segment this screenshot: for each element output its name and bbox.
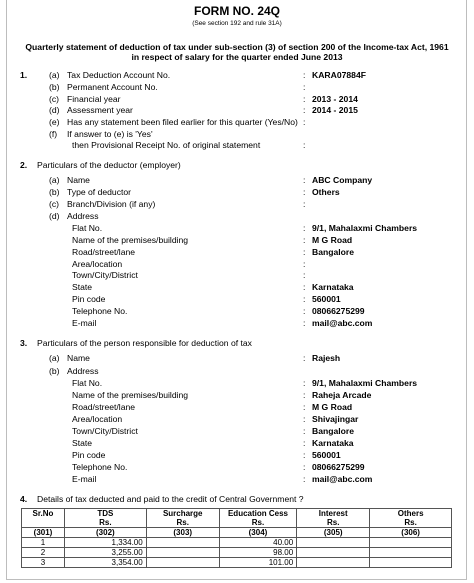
colon: : [303,282,306,292]
s2-label-branch: Branch/Division (if any) [67,199,156,209]
s3-addr-label-road: Road/street/lane [72,402,136,412]
table-row [22,538,452,548]
s2-addr-value-phone: 08066275299 [312,306,365,316]
s3-addr-value-pin: 560001 [312,450,341,460]
s3-addr-value-road: M G Road [312,402,353,412]
s2-addr-label-road: Road/street/lane [72,247,136,257]
tds-table [21,508,452,568]
section3-number: 3. [20,338,28,348]
s2-addr-label-phone: Telephone No. [72,306,128,316]
table-cell [146,538,219,548]
s2-addr-value-premises: M G Road [312,235,353,245]
colon: : [303,259,306,269]
th-unit: Rs. [370,518,452,528]
tds-codes-row [22,528,452,538]
s1-value-fy: 2013 - 2014 [312,94,358,104]
s1-letter-a: (a) [49,70,60,80]
th-unit: Rs. [219,518,296,528]
s1-label-receipt-no: then Provisional Receipt No. of original statement [72,140,261,150]
table-cell [146,558,219,568]
s2-addr-value-road: Bangalore [312,247,355,257]
table-row [22,548,452,558]
colon: : [303,450,306,460]
s3-addr-label-email: E-mail [72,474,97,484]
section4-title: Details of tax deducted and paid to the credit of Central Government ? [37,494,304,504]
s3-addr-value-state: Karnataka [312,438,354,448]
s2-letter-a: (a) [49,175,60,185]
colon: : [303,223,306,233]
th-code: (304) [219,528,296,538]
s3-addr-label-phone: Telephone No. [72,462,128,472]
th-code: (301) [22,528,65,538]
s2-label-address: Address [67,211,99,221]
th-srno: Sr.No [22,509,65,519]
section1-number: 1. [20,70,28,80]
s1-value-tan: KARA07884F [312,70,366,80]
th-code: (305) [297,528,370,538]
s2-value-name: ABC Company [312,175,373,185]
s1-letter-e: (e) [49,117,60,127]
s2-addr-label-email: E-mail [72,318,97,328]
s3-addr-value-premises: Raheja Arcade [312,390,372,400]
s1-label-tan: Tax Deduction Account No. [67,70,171,80]
s3-addr-value-area: Shivajingar [312,414,359,424]
s2-letter-c: (c) [49,199,60,209]
form-heading-line1: Quarterly statement of deduction of tax under sub-section (3) of section 200 of the Income-tax Act, 1961 [25,42,449,52]
form-subtitle: (See section 192 and rule 31A) [192,20,282,27]
s3-addr-label-premises: Name of the premises/building [72,390,189,400]
table-cell [297,548,370,558]
colon: : [303,414,306,424]
section2-title: Particulars of the deductor (employer) [37,160,181,170]
section2-number: 2. [20,160,28,170]
s3-label-address: Address [67,366,99,376]
table-cell: 3,255.00 [65,548,147,558]
table-cell: 3 [22,558,65,568]
s2-addr-value-state: Karnataka [312,282,354,292]
s3-addr-value-email: mail@abc.com [312,474,373,484]
s3-addr-value-town: Bangalore [312,426,355,436]
th-unit: Rs. [297,518,370,528]
table-cell: 101.00 [219,558,296,568]
colon: : [303,318,306,328]
table-cell: 1 [22,538,65,548]
table-cell [146,548,219,558]
colon: : [303,462,306,472]
tds-header-row [22,509,452,519]
colon: : [303,105,306,115]
colon: : [303,247,306,257]
s3-letter-b: (b) [49,366,60,376]
th-unit: Rs. [65,518,147,528]
s1-label-fy: Financial year [67,94,121,104]
th-interest: Interest [297,509,370,519]
table-cell [370,548,452,558]
colon: : [303,438,306,448]
colon: : [303,294,306,304]
s2-addr-label-pin: Pin code [72,294,106,304]
th-code: (306) [370,528,452,538]
s3-addr-label-town: Town/City/District [72,426,138,436]
s1-label-if-yes: If answer to (e) is 'Yes' [67,129,153,139]
s1-letter-c: (c) [49,94,60,104]
s2-label-type: Type of deductor [67,187,132,197]
colon: : [303,270,306,280]
colon: : [303,474,306,484]
s1-letter-f: (f) [49,129,58,139]
th-others: Others [370,509,452,519]
table-row [22,558,452,568]
th-surcharge: Surcharge [146,509,219,519]
colon: : [303,235,306,245]
colon: : [303,306,306,316]
table-cell [370,558,452,568]
s1-label-ay: Assessment year [67,105,133,115]
s2-label-name: Name [67,175,90,185]
section4-number: 4. [20,494,28,504]
colon: : [303,70,306,80]
colon: : [303,140,306,150]
section3-title: Particulars of the person responsible for deduction of tax [37,338,252,348]
s1-letter-d: (d) [49,105,60,115]
s2-addr-value-pin: 560001 [312,294,341,304]
s2-letter-b: (b) [49,187,60,197]
colon: : [303,175,306,185]
th-code: (302) [65,528,147,538]
s3-label-name: Name [67,353,90,363]
s3-addr-value-flat: 9/1, Mahalaxmi Chambers [312,378,418,388]
form-title: FORM NO. 24Q [193,4,280,18]
form-heading-line2: in respect of salary for the quarter ended June 2013 [131,52,343,62]
colon: : [303,94,306,104]
table-cell: 98.00 [219,548,296,558]
table-cell [370,538,452,548]
tds-units-row [22,518,452,528]
table-cell: 1,334.00 [65,538,147,548]
th-unit: Rs. [146,518,219,528]
colon: : [303,426,306,436]
s1-value-ay: 2014 - 2015 [312,105,358,115]
s2-value-type: Others [312,187,340,197]
th-unit [22,518,65,528]
s3-addr-label-state: State [72,438,93,448]
colon: : [303,82,306,92]
s3-letter-a: (a) [49,353,60,363]
s2-addr-value-email: mail@abc.com [312,318,373,328]
table-cell: 2 [22,548,65,558]
colon: : [303,187,306,197]
s3-addr-label-flat: Flat No. [72,378,103,388]
colon: : [303,353,306,363]
table-cell: 40.00 [219,538,296,548]
s1-label-filed-earlier: Has any statement been filed earlier for this quarter (Yes/No) [67,117,298,127]
s2-addr-label-flat: Flat No. [72,223,103,233]
s2-addr-label-state: State [72,282,93,292]
table-cell [297,538,370,548]
th-code: (303) [146,528,219,538]
s3-addr-label-area: Area/location [72,414,123,424]
s2-addr-value-flat: 9/1, Mahalaxmi Chambers [312,223,418,233]
s1-label-pan: Permanent Account No. [67,82,158,92]
table-cell [297,558,370,568]
s1-letter-b: (b) [49,82,60,92]
table-cell: 3,354.00 [65,558,147,568]
s2-addr-label-area: Area/location [72,259,123,269]
colon: : [303,378,306,388]
s2-addr-label-premises: Name of the premises/building [72,235,189,245]
th-education-cess: Education Cess [219,509,296,519]
colon: : [303,402,306,412]
colon: : [303,199,306,209]
s3-addr-value-phone: 08066275299 [312,462,365,472]
s3-addr-label-pin: Pin code [72,450,106,460]
s3-value-name: Rajesh [312,353,341,363]
s2-addr-label-town: Town/City/District [72,270,138,280]
s2-letter-d: (d) [49,211,60,221]
colon: : [303,390,306,400]
th-tds: TDS [65,509,147,519]
colon: : [303,117,306,127]
